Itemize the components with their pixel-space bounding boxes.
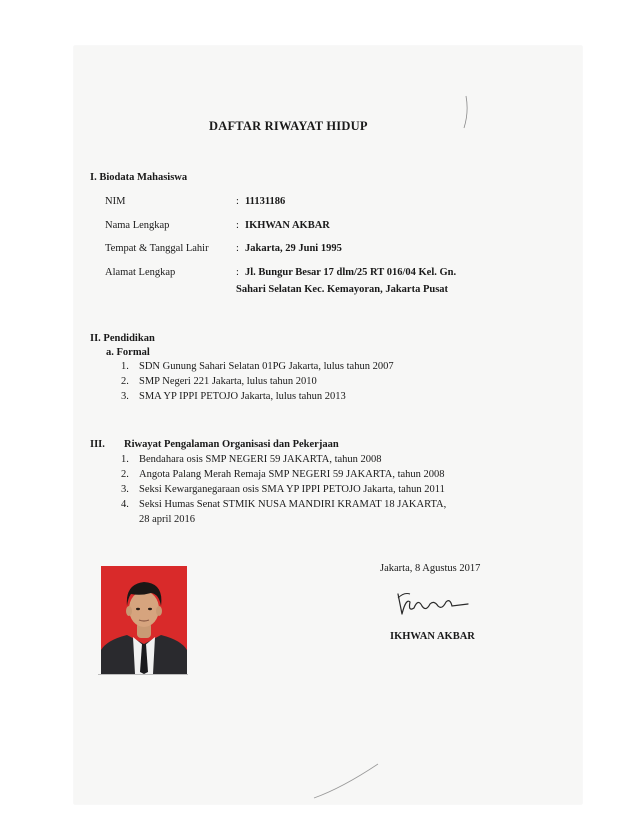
list-item: 2. SMP Negeri 221 Jakarta, lulus tahun 2010 [121,376,317,387]
profile-photo-illustration [101,566,187,674]
pendidikan-formal-subheading: a. Formal [106,347,150,358]
list-item-continuation: 28 april 2016 [139,514,195,525]
value-nim: 11131186 [245,196,286,207]
photo-bottom-rule [98,674,188,675]
value-alamat-line1: Jl. Bungur Besar 17 dlm/25 RT 016/04 Kel. Gn. [245,267,457,278]
value-nama: IKHWAN AKBAR [245,220,330,231]
scan-mark-top [460,94,472,130]
document-title: DAFTAR RIWAYAT HIDUP [209,119,368,133]
label-alamat: Alamat Lengkap [105,267,176,278]
label-nim: NIM [105,196,126,207]
sep-alamat: : [236,267,239,278]
section-pendidikan-heading: II. Pendidikan [90,333,155,344]
profile-photo [101,566,187,674]
sep-ttl: : [236,243,239,254]
handwritten-signature [392,588,472,618]
value-ttl: Jakarta, 29 Juni 1995 [245,243,342,254]
list-item: 3. Seksi Kewarganegaraan osis SMA YP IPPI PETOJO Jakarta, tahun 2011 [121,484,445,495]
signatory-name: IKHWAN AKBAR [390,631,475,642]
document-page [74,46,582,804]
list-item: 1. Bendahara osis SMP NEGERI 59 JAKARTA, tahun 2008 [121,454,382,465]
list-item: 4. Seksi Humas Senat STMIK NUSA MANDIRI KRAMAT 18 JAKARTA, [121,499,447,510]
section-biodata-heading: I. Biodata Mahasiswa [90,172,188,183]
list-item: 3. SMA YP IPPI PETOJO Jakarta, lulus tahun 2013 [121,391,346,402]
label-ttl: Tempat & Tanggal Lahir [105,243,209,254]
section-pengalaman-number: III. [90,439,105,450]
section-pengalaman-heading: Riwayat Pengalaman Organisasi dan Pekerjaan [124,439,339,450]
value-alamat-line2: Sahari Selatan Kec. Kemayoran, Jakarta Pusat [236,284,449,295]
sep-nama: : [236,220,239,231]
label-nama: Nama Lengkap [105,220,170,231]
sep-nim: : [236,196,239,207]
scan-mark-bottom [312,760,382,800]
list-item: 1. SDN Gunung Sahari Selatan 01PG Jakarta, lulus tahun 2007 [121,361,394,372]
place-date: Jakarta, 8 Agustus 2017 [380,563,481,574]
list-item: 2. Angota Palang Merah Remaja SMP NEGERI 59 JAKARTA, tahun 2008 [121,469,445,480]
